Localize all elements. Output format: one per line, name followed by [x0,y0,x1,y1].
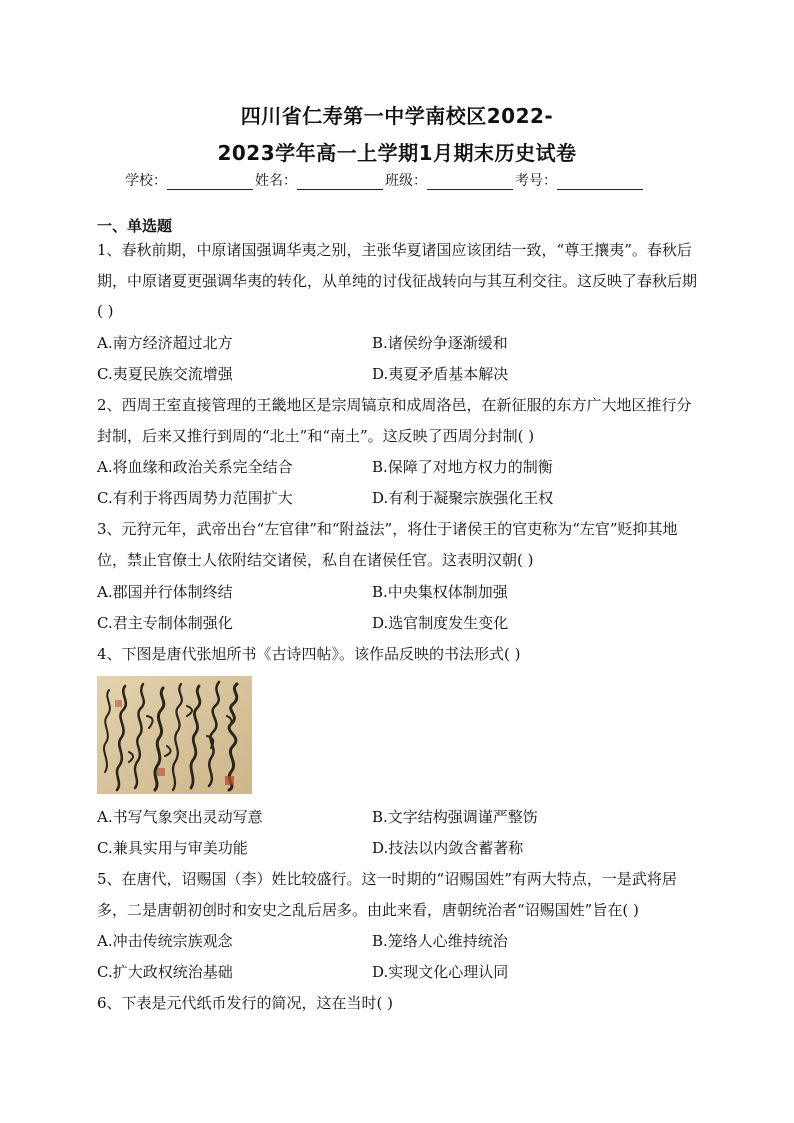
question-4-option-b[interactable]: B.文字结构强调谨严整饬 [372,808,538,826]
question-5-option-c[interactable]: C.扩大政权统治基础 [97,963,233,981]
section-title: 一、单选题 [97,217,173,235]
question-5-option-d[interactable]: D.实现文化心理认同 [372,963,509,981]
class-blank[interactable] [427,173,513,190]
question-2-option-d[interactable]: D.有利于凝聚宗族强化王权 [372,489,554,507]
school-label: 学校： [125,173,167,189]
exam-title-line2: 2023学年高一上学期1月期末历史试卷 [217,141,577,165]
name-blank[interactable] [297,173,383,190]
student-info-row [125,170,685,190]
question-6-text: 6、下表是元代纸币发行的简况，这在当时( ) [97,994,394,1012]
question-5-option-a[interactable]: A.冲击传统宗族观念 [97,932,233,950]
question-3-text: 3、元狩元年，武帝出台“左官律”和“附益法”，将仕于诸侯王的官吏称为“左官”贬抑其地位，禁止官僚士人依附结交诸侯，私自在诸侯任官。这表明汉朝( ) [97,520,678,569]
question-4-text: 4、下图是唐代张旭所书《古诗四帖》。该作品反映的书法形式( ) [97,645,521,663]
question-1-text: 1、春秋前期，中原诸国强调华夷之别，主张华夏诸国应该团结一致，“尊王攘夷”。春秋后期，中原诸夏更强调华夷的转化，从单纯的讨伐征战转向与其互利交往。这反映了春秋后期( ) [97,241,698,320]
calligraphy-artwork [97,676,252,794]
question-2-option-b[interactable]: B.保障了对地方权力的制衡 [372,458,553,476]
calligraphy-image [97,676,252,794]
question-2-text: 2、西周王室直接管理的王畿地区是宗周镐京和成周洛邑，在新征服的东方广大地区推行分封制，后来又推行到周的“北土”和“南土”。这反映了西周分封制( ) [97,396,692,445]
question-1-option-b[interactable]: B.诸侯纷争逐渐缓和 [372,334,508,352]
question-1-option-d[interactable]: D.夷夏矛盾基本解决 [372,365,509,383]
exam-title-line1: 四川省仁寿第一中学南校区2022- [240,104,554,128]
question-1-option-a[interactable]: A.南方经济超过北方 [97,334,233,352]
school-blank[interactable] [167,173,253,190]
question-3-option-d[interactable]: D.选官制度发生变化 [372,614,509,632]
class-field [385,170,515,190]
question-4-option-c[interactable]: C.兼具实用与审美功能 [97,839,248,857]
question-1-option-c[interactable]: C.夷夏民族交流增强 [97,365,233,383]
question-3-option-b[interactable]: B.中央集权体制加强 [372,583,508,601]
exam-number-blank[interactable] [557,173,643,190]
question-3-option-a[interactable]: A.郡国并行体制终结 [97,583,233,601]
exam-number-field [515,170,645,190]
question-3-option-c[interactable]: C.君主专制体制强化 [97,614,233,632]
question-4-option-d[interactable]: D.技法以内敛含蓄著称 [372,839,524,857]
question-2-option-c[interactable]: C.有利于将西周势力范围扩大 [97,489,293,507]
exam-number-label: 考号： [515,173,557,189]
question-4-option-a[interactable]: A.书写气象突出灵动写意 [97,808,263,826]
class-label: 班级： [385,173,427,189]
name-label: 姓名： [255,173,297,189]
question-5-option-b[interactable]: B.笼络人心维持统治 [372,932,508,950]
school-field [125,170,255,190]
name-field [255,170,385,190]
question-5-text: 5、在唐代，诏赐国（李）姓比较盛行。这一时期的“诏赐国姓”有两大特点，一是武将居多，二是唐朝初创时和安史之乱后居多。由此来看，唐朝统治者“诏赐国姓”旨在( ) [97,870,677,919]
question-2-option-a[interactable]: A.将血缘和政治关系完全结合 [97,458,293,476]
